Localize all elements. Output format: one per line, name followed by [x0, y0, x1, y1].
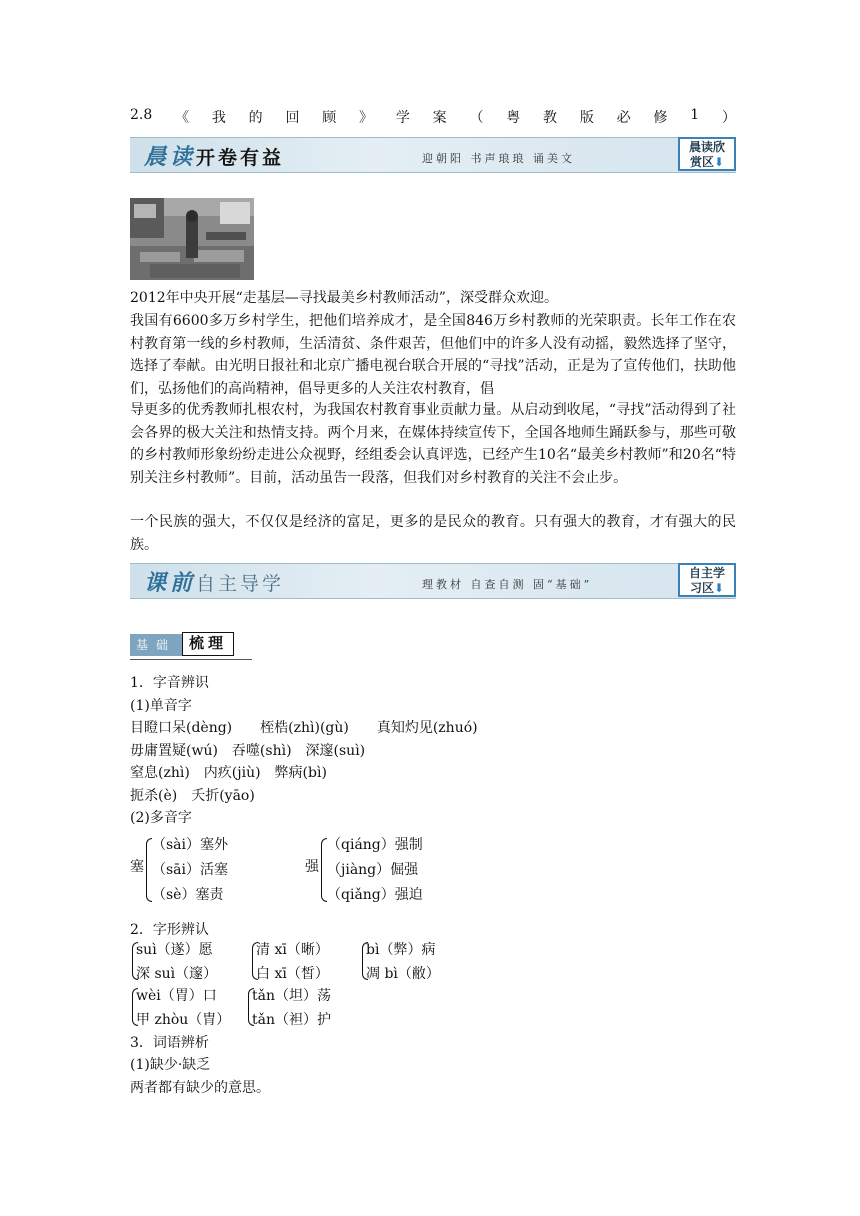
- glyph-item: 清 xī（晰）: [256, 942, 329, 958]
- section1-heading: 1．字音辨识: [130, 675, 209, 691]
- tag-left: 基础: [130, 634, 182, 656]
- down-arrow-icon: ⬇: [713, 581, 725, 595]
- title-part: 我: [211, 110, 226, 126]
- polyphone-reading: （sāi）活塞: [152, 862, 229, 878]
- preview-study-banner: [130, 563, 736, 599]
- title-part: 版: [579, 110, 594, 126]
- tag-underline: [130, 659, 252, 660]
- section1-row2: 毋庸置疑(wú) 吞噬(shì) 深邃(suì): [130, 743, 366, 759]
- banner-title: [144, 140, 284, 171]
- title-part: 粤: [506, 110, 521, 126]
- banner-title-colored: 晨读: [144, 144, 197, 170]
- intro-paragraph-2: 我国有6600多万乡村学生，把他们培养成才，是全国846万乡村教师的光荣职责。长年工作在农村教育第一线的乡村教师，生活清贫、条件艰苦，但他们中的许多人没有动摇，毅然选择了坚守，选择了奉献。由光明日报社和北京广播电视台联合开展的“寻找”活动，正是为了宣传他们，扶助他们，弘扬他们的高尚精神，倡导更多的人关注农村教育，倡: [130, 313, 736, 397]
- glyph-item: 深 suì（邃）: [136, 966, 218, 982]
- section1-sub1: (1)单音字: [130, 698, 192, 714]
- section3-sub1: (1)缺少·缺乏: [130, 1057, 211, 1073]
- section1-row1: 目瞪口呆(dèng) 桎梏(zhì)(gù) 真知灼见(zhuó): [130, 720, 478, 736]
- classroom-photo: [130, 198, 254, 280]
- title-part: 》: [359, 110, 374, 126]
- polyphone-reading: （jiàng）倔强: [327, 862, 419, 878]
- banner-title: [144, 566, 284, 597]
- glyph-group: [360, 938, 480, 984]
- title-part: ）: [721, 110, 736, 126]
- polyphone-reading: （sài）塞外: [152, 837, 229, 853]
- polyphone-reading: （qiáng）强制: [327, 837, 423, 853]
- glyph-item: 凋 bì（敝）: [366, 966, 440, 982]
- polyphone-reading: （qiǎng）强迫: [327, 887, 423, 903]
- polyphone-char: 塞: [130, 859, 144, 875]
- tag-right: 梳理: [182, 632, 234, 656]
- banner-box-line1: 自主学: [688, 566, 725, 580]
- polyphone-group-qiang: [305, 832, 485, 912]
- title-part: 必: [616, 110, 631, 126]
- glyph-item: wèi（胃）口: [136, 988, 217, 1004]
- title-part: 《: [175, 110, 190, 126]
- title-part: 的: [248, 110, 263, 126]
- section1-row3: 窒息(zhì) 内疚(jiù) 弊病(bì): [130, 765, 327, 781]
- basics-tag: [130, 630, 234, 656]
- polyphone-reading: （sè）塞责: [152, 887, 224, 903]
- banner-subtitle: 迎朝阳 书声琅琅 诵美文: [422, 152, 575, 165]
- glyph-item: 甲 zhòu（胄）: [136, 1012, 231, 1028]
- title-part: 案: [432, 110, 447, 126]
- title-part: 顾: [322, 110, 337, 126]
- intro-paragraph-4: 一个民族的强大，不仅仅是经济的富足，更多的是民众的教育。只有强大的教育，才有强大的民族。: [130, 514, 736, 553]
- section3-text: 两者都有缺少的意思。: [130, 1080, 270, 1096]
- glyph-group: [246, 984, 366, 1030]
- glyph-item: tǎn（袒）护: [252, 1012, 331, 1028]
- banner-section-box: [678, 137, 736, 171]
- section3-heading: 3．词语辨析: [130, 1035, 209, 1051]
- title-part: 学: [395, 110, 410, 126]
- glyph-item: 白 xī（皙）: [256, 966, 329, 982]
- title-part: 回: [285, 110, 300, 126]
- banner-title-rest: 自主导学: [196, 573, 285, 595]
- section1-row4: 扼杀(è) 夭折(yāo): [130, 788, 255, 804]
- banner-title-colored: 课前: [144, 570, 197, 596]
- banner-subtitle: 理教材 自查自测 固“基础”: [422, 578, 593, 591]
- section2-heading: 2．字形辨认: [130, 922, 209, 938]
- glyph-group: [130, 984, 250, 1030]
- title-part: （: [469, 110, 484, 126]
- banner-section-box: [678, 563, 736, 597]
- banner-box-line1: 晨读欣: [688, 140, 725, 154]
- banner-box-line2: 赏区: [689, 155, 714, 169]
- title-part: 1: [690, 107, 700, 123]
- polyphone-group-sai: [130, 832, 290, 912]
- banner-title-rest: 开卷有益: [196, 147, 285, 169]
- glyph-item: bì（弊）病: [366, 942, 436, 958]
- glyph-item: suì（遂）愿: [136, 942, 213, 958]
- glyph-group: [130, 938, 250, 984]
- section1-sub2: (2)多音字: [130, 810, 192, 826]
- glyph-group: [250, 938, 370, 984]
- title-part: 2.8: [130, 107, 153, 123]
- intro-paragraph-1: 2012年中央开展“走基层—寻找最美乡村教师活动”，深受群众欢迎。: [130, 290, 558, 306]
- title-part: 修: [653, 110, 668, 126]
- document-title: [130, 107, 736, 127]
- morning-reading-banner: [130, 137, 736, 173]
- title-part: 教: [543, 110, 558, 126]
- glyph-item: tǎn（坦）荡: [252, 988, 331, 1004]
- down-arrow-icon: ⬇: [713, 155, 725, 169]
- banner-box-line2: 习区: [689, 581, 714, 595]
- intro-paragraph-3: 导更多的优秀教师扎根农村，为我国农村教育事业贡献力量。从启动到收尾，“寻找”活动得到了社会各界的极大关注和热情支持。两个月来，在媒体持续宣传下，全国各地师生踊跃参与，那些可敬的乡村教师形象纷纷走进公众视野，经组委会认真评选，已经产生10名“最美乡村教师”和20名“特别关注乡村教师”。目前，活动虽告一段落，但我们对乡村教育的关注不会止步。: [130, 402, 736, 486]
- polyphone-char: 强: [305, 859, 319, 875]
